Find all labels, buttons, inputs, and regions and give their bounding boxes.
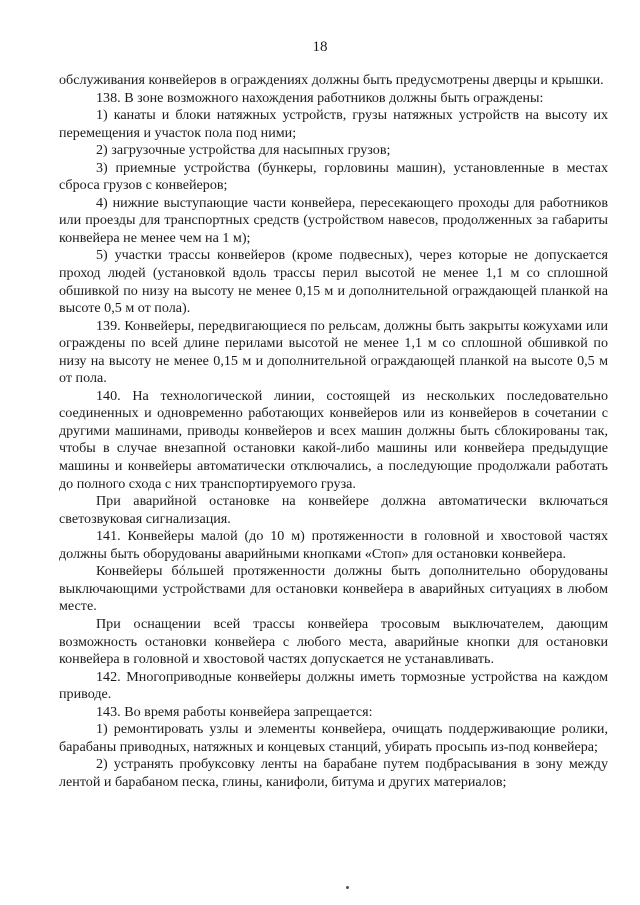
- document-body: [59, 72, 608, 791]
- paragraph: 1) ремонтировать узлы и элементы конвейера, очищать поддерживающие ролики, барабаны приводных, натяжных и концевых станций, убирать просыпь из-под конвейера;: [59, 721, 608, 755]
- paragraph: 2) устранять пробуксовку ленты на барабане путем подбрасывания в зону между лентой и барабаном песка, глины, канифоли, битума и других материалов;: [59, 756, 608, 790]
- scan-speck: [346, 886, 349, 889]
- paragraph: Конвейеры бóльшей протяженности должны быть дополнительно оборудованы выключающими устройствами для остановки конвейера в аварийных ситуациях в любом месте.: [59, 563, 608, 615]
- paragraph: 142. Многоприводные конвейеры должны иметь тормозные устройства на каждом приводе.: [59, 668, 608, 703]
- paragraph: 3) приемные устройства (бункеры, горловины машин), установленные в местах сброса грузов с конвейеров;: [59, 159, 608, 194]
- paragraph: обслуживания конвейеров в ограждениях должны быть предусмотрены дверцы и крышки.: [59, 72, 604, 88]
- paragraph: 141. Конвейеры малой (до 10 м) протяженности в головной и хвостовой частях должны быть оборудованы аварийными кнопками «Стоп» для остановки конвейера.: [59, 528, 608, 562]
- paragraph: 140. На технологической линии, состоящей из нескольких последовательно соединенных и одновременно работающих конвейеров или из конвейеров в сочетании с другими машинами, приводы конвейеров и всех машин должны быть сблокированы так, чтобы в случае внезапной остановки какой-либо машины или конвейера предыдущие машины и конвейеры автоматически отключались, а последующие продолжали работать до полного схода с них транспортируемого груза.: [59, 387, 608, 492]
- paragraph: 2) загрузочные устройства для насыпных грузов;: [96, 142, 391, 159]
- page-number: 18: [312, 39, 328, 55]
- paragraph: При оснащении всей трассы конвейера тросовым выключателем, дающим возможность остановки конвейера с любого места, аварийные кнопки для остановки конвейера в головной и хвостовой частях допускается не устанавливать.: [59, 615, 608, 668]
- paragraph: 4) нижние выступающие части конвейера, пересекающего проходы для работников или проезды для транспортных средств (устройством навесов, продолженных за габариты конвейера не менее чем на 1 м);: [59, 194, 608, 246]
- paragraph: 139. Конвейеры, передвигающиеся по рельсам, должны быть закрыты кожухами или ограждены по всей длине перилами высотой не менее 1,1 м со сплошной обшивкой по низу на высоту не менее 0,15 м и дополнительной ограждающей планкой на высоте 0,5 м от пола.: [59, 317, 608, 387]
- paragraph: При аварийной остановке на конвейере должна автоматически включаться светозвуковая сигнализация.: [59, 493, 608, 527]
- paragraph: 5) участки трассы конвейеров (кроме подвесных), через которые не допускается проход людей (установкой вдоль трассы перил высотой не менее 1,1 м со сплошной обшивкой по низу на высоту не менее 0,15 м и дополнительной ограждающей планкой на высоте 0,5 м от пола).: [59, 247, 608, 317]
- paragraph: 138. В зоне возможного нахождения работников должны быть ограждены:: [96, 89, 544, 106]
- paragraph: 143. Во время работы конвейера запрещается:: [96, 703, 373, 720]
- paragraph: 1) канаты и блоки натяжных устройств, грузы натяжных устройств на высоту их перемещения и участок пола под ними;: [59, 107, 608, 141]
